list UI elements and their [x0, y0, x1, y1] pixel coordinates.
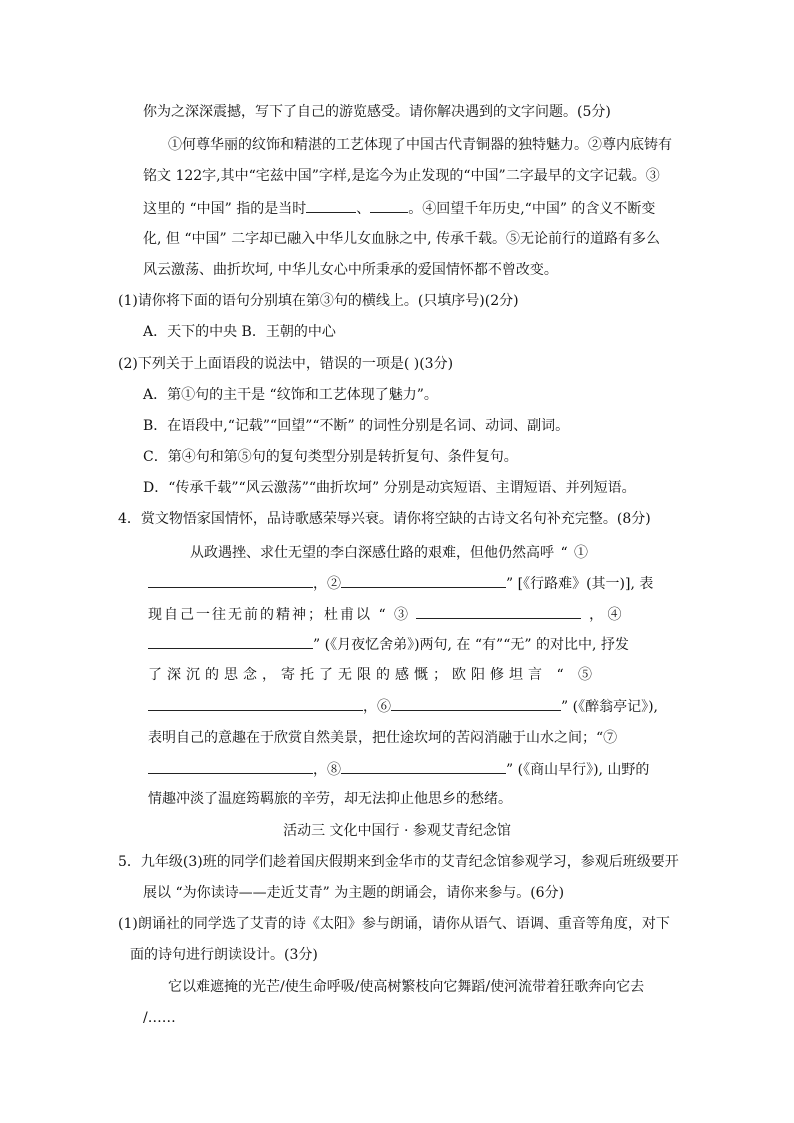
q4-line-9: 情趣冲淡了温庭筠羁旅的辛劳，却无法抑止他思乡的愁绪。 [148, 791, 512, 807]
q4-line-1: 从政遇挫、求仕无望的李白深感仕路的艰难，但他仍然高呼 “ ① [190, 545, 589, 561]
fill-blank[interactable] [391, 696, 561, 711]
passage-line-3-c: 。④回望千年历史,“中国” 的含义不断变 [408, 201, 656, 217]
q2-option-b: B．在语段中,“记载”“回望”“不断” 的词性分别是名词、动词、副词。 [143, 418, 570, 434]
q4-line-2-b: ” [《行路难》(其一)], 表 [506, 576, 654, 592]
q4-line-3-b: ， ④ [589, 607, 622, 623]
fill-blank[interactable] [416, 604, 581, 619]
q1-stem: (1)请你将下面的语句分别填在第③句的横线上。(只填序号)(2分) [118, 293, 519, 309]
q4-line-8 [148, 759, 649, 780]
q4-line-7: 表明自己的意趣在于欣赏自然美景，把仕途坎坷的苦闷消融于山水之间；“⑦ [148, 730, 618, 746]
fill-blank[interactable] [341, 759, 506, 774]
q4-line-6-b: ” (《醉翁亭记》), [561, 699, 658, 715]
q4-line-8-b: ” (《商山早行》), 山野的 [506, 762, 650, 778]
passage-line-3-a: 这里的 “中国” 指的是当时 [143, 201, 307, 217]
q4-line-2-a: ，② [313, 576, 341, 592]
q4-line-5: 了深沉的思念，寄托了无限的感慨；欧阳修坦言 “ ⑤ [148, 667, 598, 683]
fill-blank[interactable] [148, 634, 313, 649]
q4-line-6 [148, 696, 658, 717]
q2-option-d: D．“传承千载”“风云激荡”“曲折坎坷” 分别是动宾短语、主谓短语、并列短语。 [143, 480, 636, 496]
fill-blank[interactable] [341, 573, 506, 588]
activity-3-heading: 活动三 文化中国行 · 参观艾青纪念馆 [283, 823, 511, 839]
q5-sub1-line-2: 面的诗句进行朗读设计。(3分) [130, 947, 318, 963]
fill-blank[interactable] [148, 696, 363, 711]
q4-line-3 [148, 604, 622, 625]
poem-line-1: 它以难遮掩的光芒/使生命呼吸/使高树繁枝向它舞蹈/使河流带着狂歌奔向它去 [168, 979, 645, 995]
fill-blank[interactable] [148, 573, 313, 588]
q4-line-6-a: ，⑥ [363, 699, 391, 715]
q5-line-2: 展以 “为你读诗——走近艾青” 为主题的朗诵会，请你来参与。(6分) [143, 885, 565, 901]
fill-blank[interactable] [148, 759, 313, 774]
q1-options: A．天下的中央 B．王朝的中心 [143, 324, 336, 340]
passage-line-4: 化, 但 “中国” 二字却已融入中华儿女血脉之中, 传承千载。⑤无论前行的道路有多么 [143, 231, 661, 247]
q5-sub1-line-1: (1)朗诵社的同学选了艾青的诗《太阳》参与朗诵，请你从语气、语调、重音等角度，对下 [118, 916, 670, 932]
q2-option-c: C．第④句和第⑤句的复句类型分别是转折复句、条件复句。 [143, 449, 518, 465]
q4-line-4 [148, 634, 629, 655]
passage-line-3 [143, 198, 655, 219]
q4-line-3-a: 现自己一往无前的精神；杜甫以 “ ③ [148, 607, 411, 623]
q4-line-2 [148, 573, 653, 594]
q4-line-4-text: ” (《月夜忆舍弟》)两句, 在 “有”“无” 的对比中, 抒发 [313, 637, 629, 653]
intro-tail: 你为之深深震撼，写下了自己的游览感受。请你解决遇到的文字问题。(5分) [143, 104, 611, 120]
passage-line-5: 风云激荡、曲折坎坷, 中华儿女心中所秉承的爱国情怀都不曾改变。 [143, 262, 558, 278]
passage-line-3-b: 、 [356, 201, 371, 217]
q4-line-8-a: ，⑧ [313, 762, 341, 778]
q2-stem: (2)下列关于上面语段的说法中，错误的一项是( )(3分) [118, 356, 454, 372]
q2-option-a: A．第①句的主干是 “纹饰和工艺体现了魅力”。 [143, 387, 438, 403]
passage-line-2: 铭文 122字,其中“宅兹中国”字样,是迄今为止发现的“中国”二字最早的文字记载。③ [143, 168, 660, 184]
poem-line-2: /…… [143, 1010, 176, 1026]
passage-line-1: ①何尊华丽的纹饰和精湛的工艺体现了中国古代青铜器的独特魅力。②尊内底铸有 [168, 137, 672, 153]
fill-blank[interactable] [370, 198, 408, 213]
fill-blank[interactable] [306, 198, 356, 213]
q5-line-1: 5．九年级(3)班的同学们趁着国庆假期来到金华市的艾青纪念馆参观学习，参观后班级要开 [118, 854, 679, 870]
q4-stem: 4．赏文物悟家国情怀，品诗歌感荣辱兴衰。请你将空缺的古诗文名句补充完整。(8分) [118, 511, 651, 527]
